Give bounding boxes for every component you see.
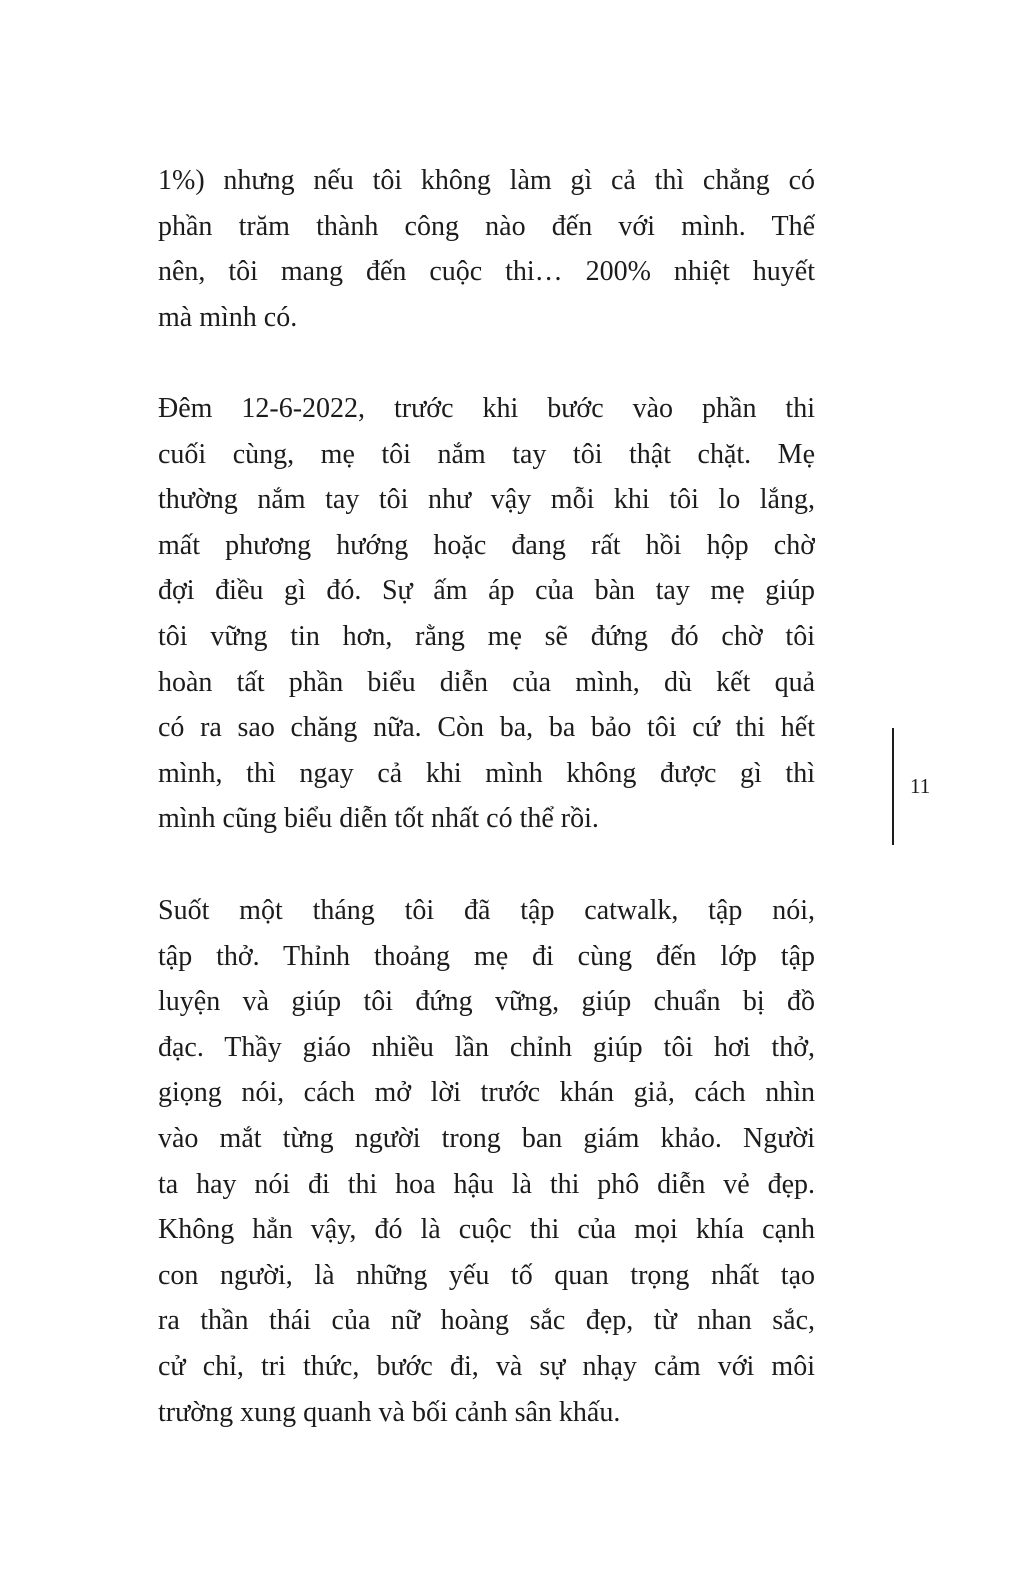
text-line: luyện và giúp tôi đứng vững, giúp chuẩn bị đồ <box>158 986 815 1018</box>
text-line: vào mắt từng người trong ban giám khảo. Người <box>158 1122 815 1154</box>
text-line: con người, là những yếu tố quan trọng nhất tạo <box>158 1259 815 1291</box>
text-line: Không hẳn vậy, đó là cuộc thi của mọi khía cạnh <box>158 1214 815 1246</box>
text-line: cử chỉ, tri thức, bước đi, và sự nhạy cảm với môi <box>158 1350 815 1382</box>
paragraph-1 <box>158 158 815 340</box>
text-line: tập thở. Thỉnh thoảng mẹ đi cùng đến lớp tập <box>158 940 815 972</box>
text-line: giọng nói, cách mở lời trước khán giả, cách nhìn <box>158 1077 815 1109</box>
text-line: hoàn tất phần biểu diễn của mình, dù kết quả <box>158 666 815 698</box>
text-line: 1%) nhưng nếu tôi không làm gì cả thì chẳng có <box>158 165 815 196</box>
text-line: ta hay nói đi thi hoa hậu là thi phô diễn vẻ đẹp. <box>158 1168 815 1200</box>
text-line: trường xung quanh và bối cảnh sân khấu. <box>158 1396 621 1428</box>
paragraph-3 <box>158 888 815 1435</box>
text-line: nên, tôi mang đến cuộc thi… 200% nhiệt huyết <box>158 256 815 288</box>
text-line: Đêm 12-6-2022, trước khi bước vào phần thi <box>158 393 815 424</box>
text-line: tôi vững tin hơn, rằng mẹ sẽ đứng đó chờ tôi <box>158 620 815 652</box>
page-number-divider <box>892 728 894 845</box>
text-line: thường nắm tay tôi như vậy mỗi khi tôi lo lắng, <box>158 484 815 516</box>
text-line: cuối cùng, mẹ tôi nắm tay tôi thật chặt. Mẹ <box>158 438 815 470</box>
paragraph-2 <box>158 386 815 842</box>
text-line: mình, thì ngay cả khi mình không được gì thì <box>158 757 815 789</box>
text-line: mình cũng biểu diễn tốt nhất có thể rồi. <box>158 803 599 835</box>
text-line: có ra sao chăng nữa. Còn ba, ba bảo tôi cứ thi hết <box>158 712 815 744</box>
text-line: mà mình có. <box>158 301 298 333</box>
text-line: ra thần thái của nữ hoàng sắc đẹp, từ nhan sắc, <box>158 1305 815 1337</box>
text-line: Suốt một tháng tôi đã tập catwalk, tập nói, <box>158 895 815 926</box>
text-line: mất phương hướng hoặc đang rất hồi hộp chờ <box>158 529 815 561</box>
text-line: đợi điều gì đó. Sự ấm áp của bàn tay mẹ giúp <box>158 575 815 607</box>
text-line: đạc. Thầy giáo nhiều lần chỉnh giúp tôi hơi thở, <box>158 1031 815 1063</box>
page-number: 11 <box>910 774 931 798</box>
text-line: phần trăm thành công nào đến với mình. Thế <box>158 210 815 242</box>
